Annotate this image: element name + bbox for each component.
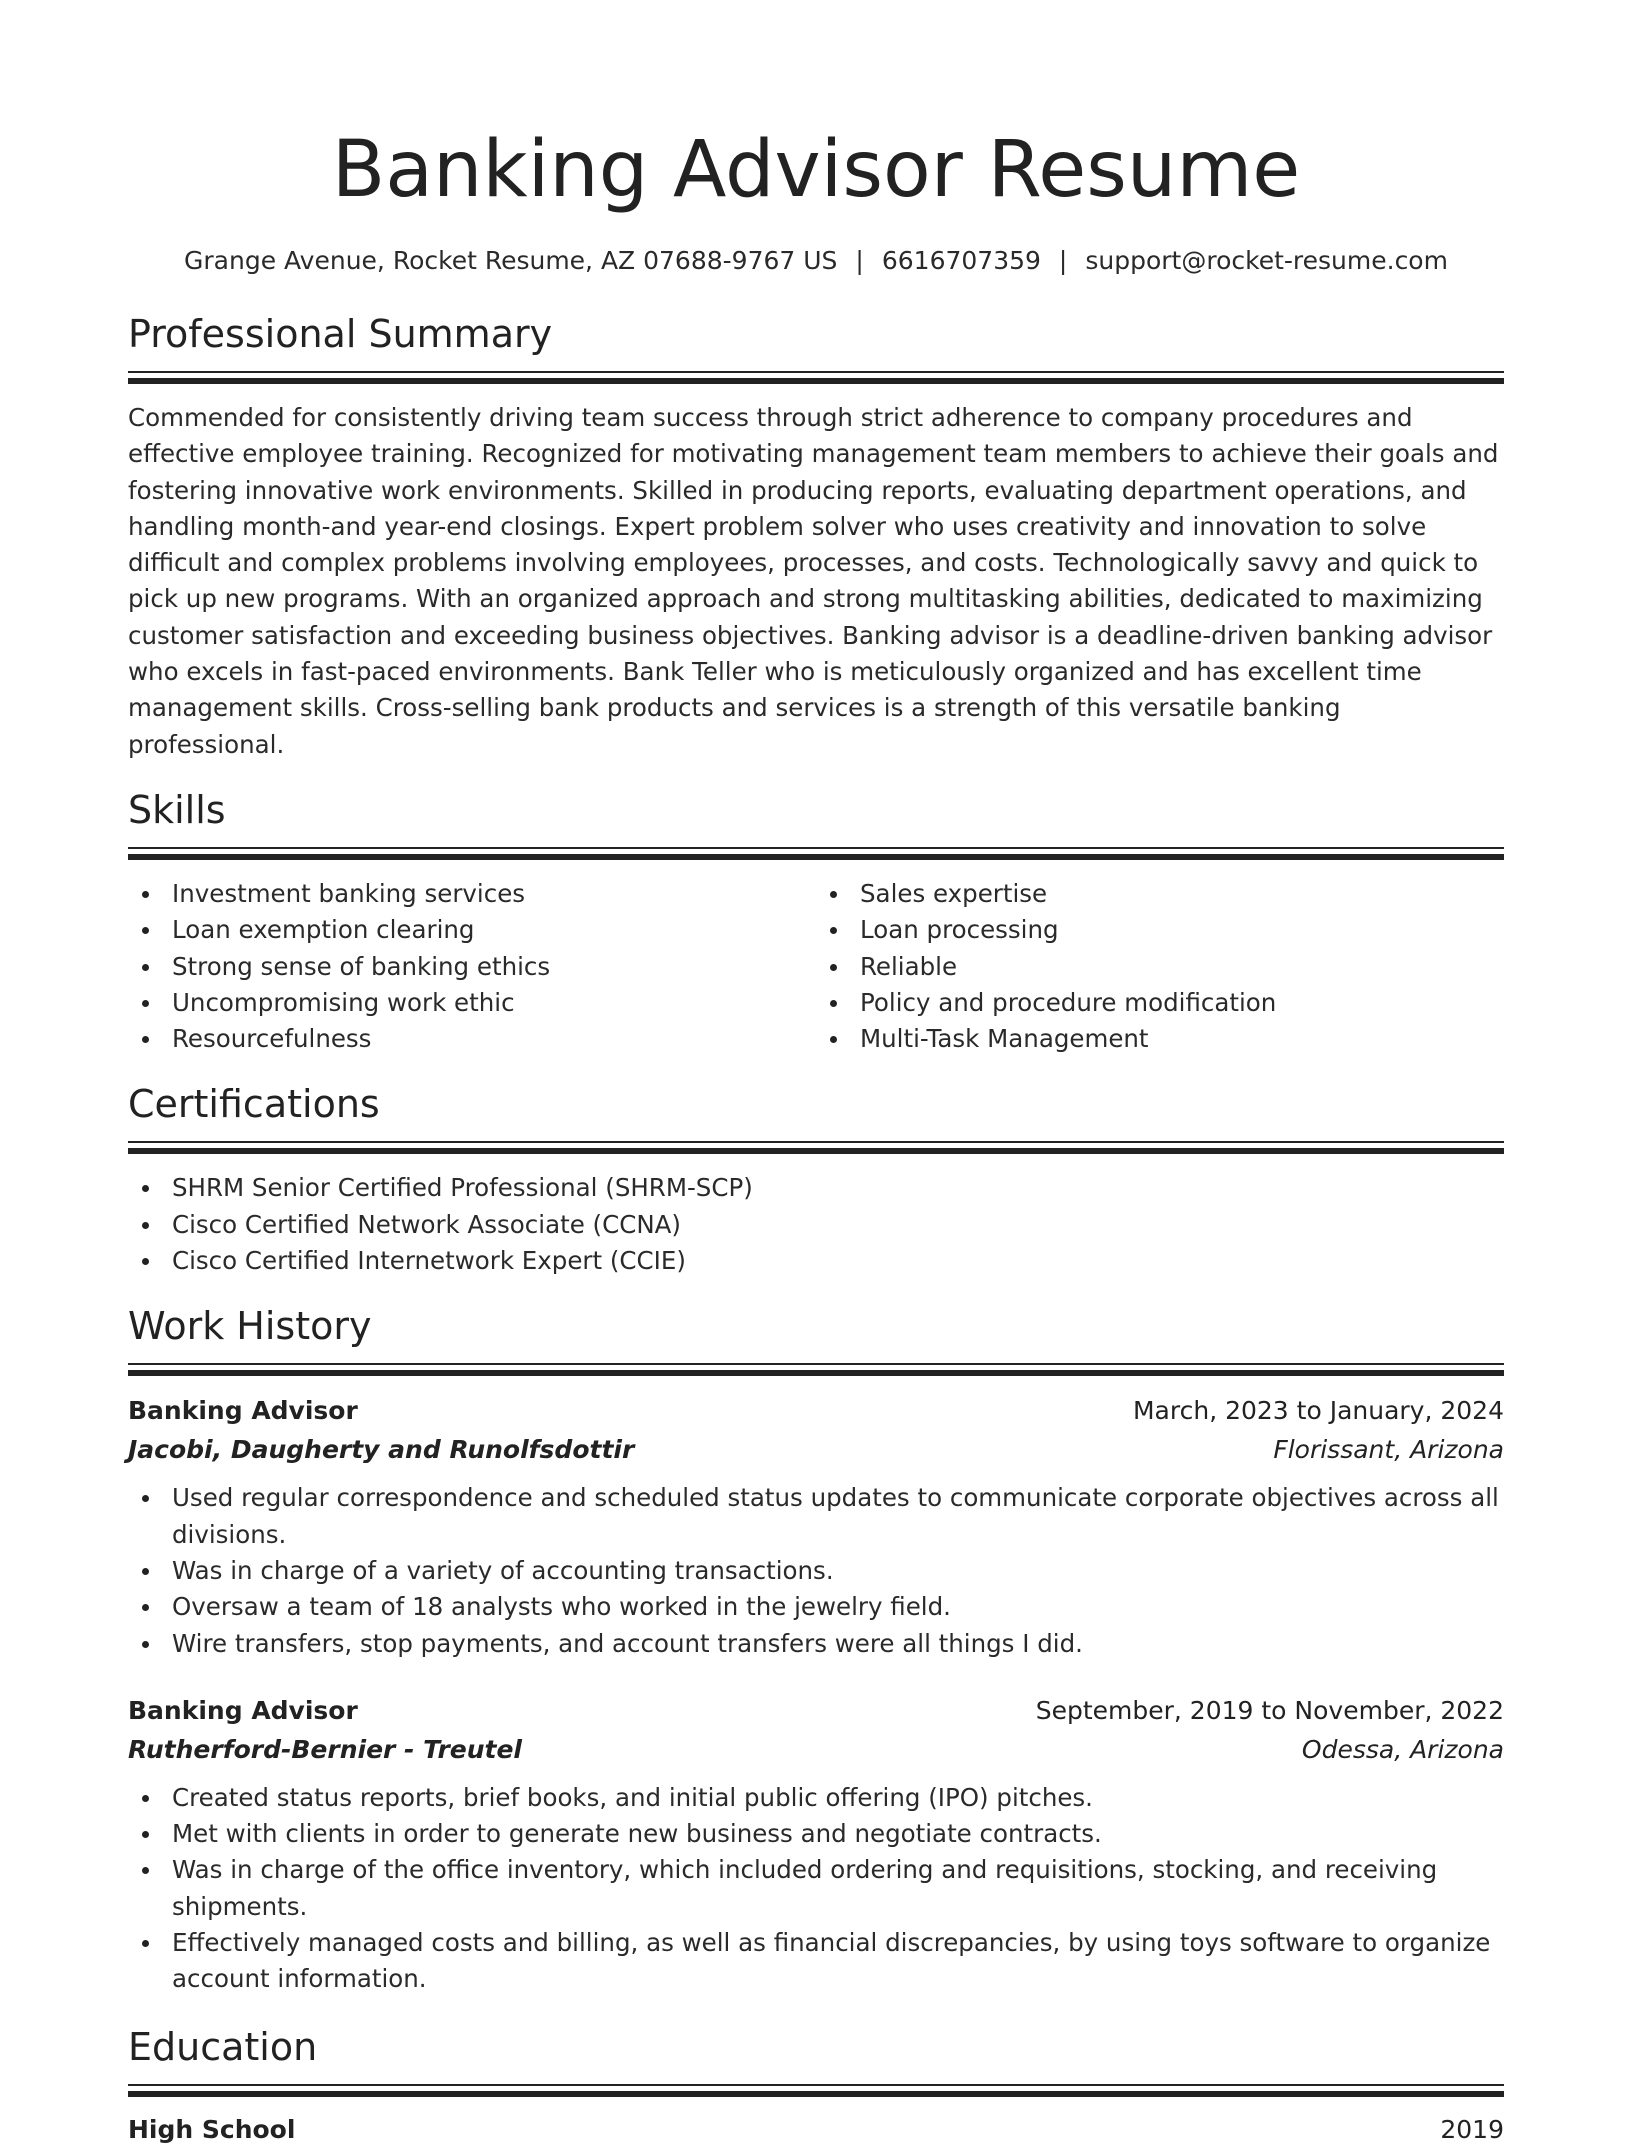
skill-item: Loan processing bbox=[816, 912, 1504, 948]
summary-text: Commended for consistently driving team success through strict adherence to company procedures and effective employee training. Recognized for motivating management team members to achieve their goals and fostering innovative work environments. Skilled in producing reports, evaluating department operations, and handling month-and year-end closings. Expert problem solver who uses creativity and innovation to solve difficult and complex problems involving employees, processes, and costs. Technologically savvy and quick to pick up new programs. With an organized approach and strong multitasking abilities, dedicated to maximizing customer satisfaction and exceeding business objectives. Banking advisor is a deadline-driven banking advisor who excels in fast-paced environments. Bank Teller who is meticulously organized and has excellent time management skills. Cross-selling bank products and services is a strength of this versatile banking professional. bbox=[128, 403, 1499, 759]
job-bullet: Used regular correspondence and scheduled status updates to communicate corporate objectives across all divisions. bbox=[128, 1480, 1504, 1553]
skills-section bbox=[128, 787, 1504, 1057]
email: support@rocket-resume.com bbox=[1085, 246, 1448, 275]
job-bullet: Met with clients in order to generate new business and negotiate contracts. bbox=[128, 1816, 1504, 1852]
skills-grid bbox=[128, 876, 1504, 1057]
job-dates: March, 2023 to January, 2024 bbox=[1132, 1396, 1504, 1426]
education-section bbox=[128, 2024, 1504, 2149]
page-title: Banking Advisor Resume bbox=[331, 125, 1301, 215]
skills-column-right bbox=[816, 876, 1504, 1057]
skill-item: Sales expertise bbox=[816, 876, 1504, 912]
skill-item: Resourcefulness bbox=[128, 1021, 816, 1057]
skill-item: Policy and procedure modification bbox=[816, 985, 1504, 1021]
job-company: Rutherford-Bernier - Treutel bbox=[128, 1734, 523, 1764]
job-header bbox=[128, 1392, 1504, 1430]
section-title-certifications: Certifications bbox=[128, 1082, 380, 1127]
skill-item: Multi-Task Management bbox=[816, 1021, 1504, 1057]
section-title-education: Education bbox=[128, 2024, 318, 2069]
summary-section bbox=[128, 311, 1504, 763]
job-location: Florissant, Arizona bbox=[1273, 1435, 1504, 1465]
skills-column-left bbox=[128, 876, 816, 1057]
section-divider-thick bbox=[128, 378, 1504, 384]
skill-item: Loan exemption clearing bbox=[128, 912, 816, 948]
job-bullet: Created status reports, brief books, and initial public offering (IPO) pitches. bbox=[128, 1780, 1504, 1816]
job-title: Banking Advisor bbox=[128, 1396, 358, 1426]
job-header bbox=[128, 1692, 1504, 1730]
certification-item: SHRM Senior Certified Professional (SHRM-SCP) bbox=[128, 1170, 1504, 1206]
section-divider bbox=[128, 847, 1504, 849]
education-year: 2019 bbox=[1440, 2114, 1504, 2144]
job-subheader bbox=[128, 1730, 1504, 1770]
section-divider-thick bbox=[128, 854, 1504, 860]
job-bullet: Oversaw a team of 18 analysts who worked in the jewelry field. bbox=[128, 1589, 1504, 1625]
job-subheader bbox=[128, 1430, 1504, 1470]
section-title-summary: Professional Summary bbox=[128, 312, 553, 356]
certifications-section bbox=[128, 1081, 1504, 1279]
resume-page bbox=[128, 0, 1504, 2149]
address: Grange Avenue, Rocket Resume, AZ 07688-9767 US bbox=[184, 246, 838, 275]
certification-item: Cisco Certified Network Associate (CCNA) bbox=[128, 1207, 1504, 1243]
section-divider bbox=[128, 1363, 1504, 1365]
job-bullet: Wire transfers, stop payments, and account transfers were all things I did. bbox=[128, 1626, 1504, 1662]
section-divider-thick bbox=[128, 2091, 1504, 2097]
job-company: Jacobi, Daugherty and Runolfsdottir bbox=[128, 1435, 635, 1465]
contact-separator: | bbox=[855, 246, 864, 275]
section-title-work-history: Work History bbox=[128, 1304, 372, 1349]
job-location: Odessa, Arizona bbox=[1301, 1734, 1504, 1764]
section-title-skills: Skills bbox=[128, 787, 226, 832]
contact-separator: | bbox=[1058, 246, 1068, 275]
certification-item: Cisco Certified Internetwork Expert (CCIE) bbox=[128, 1243, 1504, 1279]
contact-line bbox=[128, 244, 1504, 278]
skill-item: Reliable bbox=[816, 949, 1504, 985]
job-dates: September, 2019 to November, 2022 bbox=[1035, 1695, 1504, 1725]
education-entry bbox=[128, 2111, 1504, 2149]
section-divider bbox=[128, 1141, 1504, 1143]
section-divider-thick bbox=[128, 1148, 1504, 1154]
skill-item: Investment banking services bbox=[128, 876, 816, 912]
education-degree: High School bbox=[128, 2114, 296, 2144]
job-entry bbox=[128, 1392, 1504, 1661]
section-divider bbox=[128, 371, 1504, 373]
job-title: Banking Advisor bbox=[128, 1695, 358, 1725]
section-divider bbox=[128, 2084, 1504, 2086]
job-bullet: Was in charge of a variety of accounting transactions. bbox=[128, 1553, 1504, 1589]
skill-item: Strong sense of banking ethics bbox=[128, 949, 816, 985]
job-bullet: Effectively managed costs and billing, as well as financial discrepancies, by using toys software to organize account information. bbox=[128, 1925, 1504, 1998]
skill-item: Uncompromising work ethic bbox=[128, 985, 816, 1021]
work-history-section bbox=[128, 1303, 1504, 1997]
phone: 6616707359 bbox=[881, 246, 1041, 275]
section-divider-thick bbox=[128, 1370, 1504, 1376]
job-entry bbox=[128, 1692, 1504, 1998]
job-bullet: Was in charge of the office inventory, which included ordering and requisitions, stocking, and receiving shipments. bbox=[128, 1852, 1504, 1925]
